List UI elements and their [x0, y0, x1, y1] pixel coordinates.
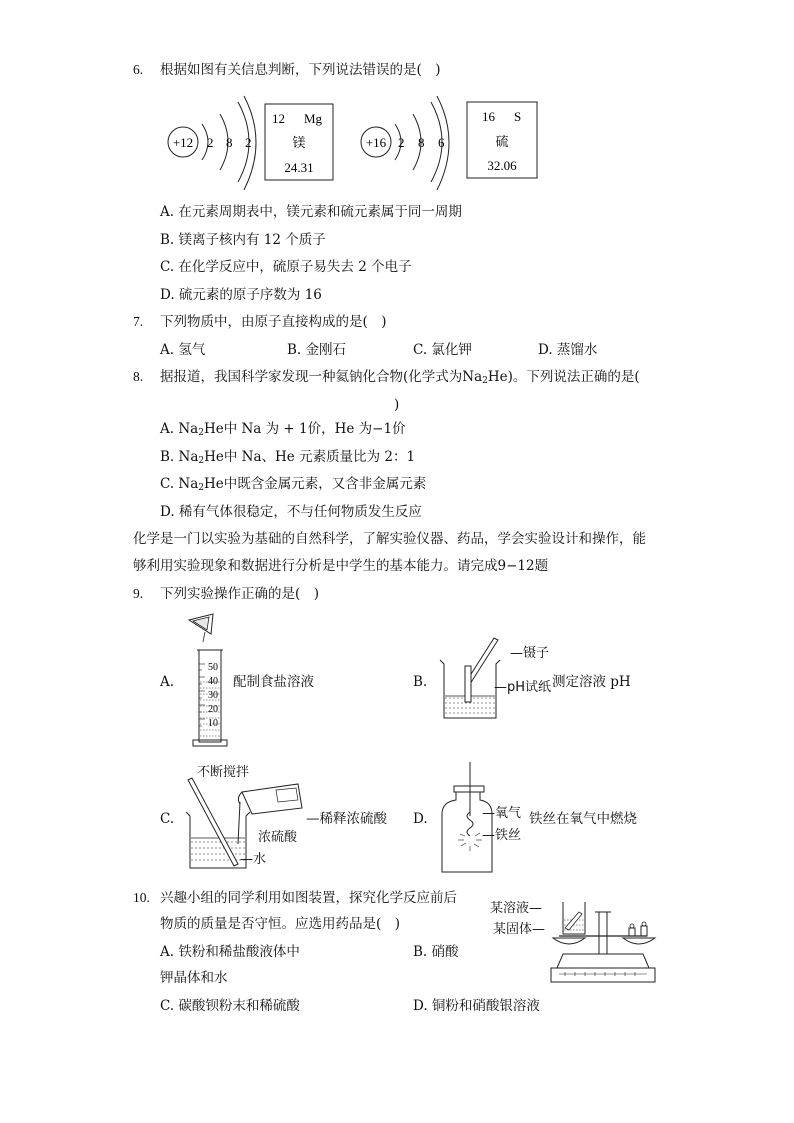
question-10-stem-line-1: 兴趣小组的同学利用如图装置，探究化学反应前后: [160, 890, 457, 906]
q9-option-a-letter[interactable]: A.: [160, 674, 175, 690]
q9-option-d-caption: 铁丝在氧气中燃烧: [529, 811, 637, 827]
q8-option-b[interactable]: B. $Na_2He$中 Na、He 元素质量比为 2：1: [160, 449, 416, 466]
q6-option-d[interactable]: D. 硫元素的原子序数为 16: [160, 287, 322, 303]
mg-atom-diagram: [168, 96, 256, 190]
question-10-number: 10.: [133, 890, 150, 905]
q9-option-b-caption: 测定溶液 pH: [552, 674, 631, 690]
q7-option-d[interactable]: D. 蒸馏水: [538, 342, 598, 358]
s-name: 硫: [495, 135, 509, 150]
mg-shell-3: 2: [245, 135, 252, 150]
question-9-stem: 下列实验操作正确的是( ): [160, 586, 320, 602]
question-8-stem: 据报道，我国科学家发现一种氦钠化合物(化学式为$Na_2He$)。下列说法正确的是(: [160, 369, 640, 386]
s-shell-3: 6: [438, 135, 445, 150]
s-nucleus-label: +16: [365, 135, 387, 150]
measuring-cylinder-figure: [183, 612, 233, 752]
question-7-number: 7.: [133, 314, 144, 329]
question-9-number: 9.: [133, 586, 144, 601]
q9-option-b-letter[interactable]: B.: [413, 674, 428, 690]
s-shell-1: 2: [398, 135, 405, 150]
q7-option-a[interactable]: A. 氢气: [160, 342, 206, 358]
q8-option-c[interactable]: C. $Na_2He$中既含金属元素，又含非金属元素: [160, 476, 427, 493]
question-10-stem-line-2: 物质的质量是否守恒。应选用药品是( ): [160, 916, 401, 932]
q7-option-b[interactable]: B. 金刚石: [287, 342, 347, 358]
cylinder-tick-30: 30: [208, 690, 218, 701]
q9-option-a-caption: 配制食盐溶液: [233, 674, 314, 690]
mg-symbol: Mg: [304, 111, 323, 126]
cylinder-tick-40: 40: [208, 676, 218, 687]
q10-option-b[interactable]: B. 硝酸: [413, 944, 459, 960]
question-7-stem: 下列物质中，由原子直接构成的是( ): [160, 314, 387, 330]
label-tweezers: —镊子: [510, 646, 550, 661]
cylinder-tick-20: 20: [208, 704, 218, 715]
q9-option-c-letter[interactable]: C.: [160, 811, 175, 827]
q10-option-b-continued: 钾晶体和水: [160, 970, 228, 986]
q6-option-c[interactable]: C. 在化学反应中，硫原子易失去 2 个电子: [160, 259, 412, 275]
s-atom-diagram: [361, 96, 449, 190]
label-concentrated-acid: 浓硫酸: [258, 830, 298, 845]
mg-shell-1: 2: [207, 135, 214, 150]
q6-option-a[interactable]: A. 在元素周期表中，镁元素和硫元素属于同一周期: [160, 204, 462, 220]
s-symbol: S: [514, 109, 522, 124]
question-8-number: 8.: [133, 369, 144, 384]
question-6-number: 6.: [133, 62, 144, 77]
q10-option-d[interactable]: D. 铜粉和硝酸银溶液: [413, 998, 540, 1014]
s-atomic-number: 16: [482, 109, 495, 124]
label-ph-paper: —pH试纸: [494, 680, 552, 695]
balance-figure: [545, 888, 660, 988]
question-8-stem-close: ): [394, 397, 400, 413]
q8-option-a[interactable]: A. $Na_2He$中 Na 为 + 1价，He 为−1价: [160, 421, 406, 438]
s-shell-2: 8: [418, 135, 425, 150]
cylinder-tick-50: 50: [208, 662, 218, 673]
q7-option-c[interactable]: C. 氯化钾: [413, 342, 472, 358]
mg-nucleus-label: +12: [172, 135, 194, 150]
mg-shell-2: 8: [226, 135, 233, 150]
label-some-solution: 某溶液—: [490, 901, 543, 916]
mg-atomic-number: 12: [272, 111, 285, 126]
question-6-stem: 根据如图有关信息判断，下列说法错误的是( ): [160, 62, 441, 78]
label-some-solid: 某固体—: [493, 922, 546, 937]
s-atomic-mass: 32.06: [487, 158, 517, 173]
q10-option-c[interactable]: C. 碳酸钡粉末和稀硫酸: [160, 998, 300, 1014]
intro-line-2: 够利用实验现象和数据进行分析是中学生的基本能力。请完成9−12题: [133, 558, 549, 574]
label-water: —水: [240, 852, 267, 867]
atom-structure-figure: [160, 90, 560, 200]
q8-option-d[interactable]: D. 稀有气体很稳定，不与任何物质发生反应: [160, 504, 422, 520]
q10-option-a[interactable]: A. 铁粉和稀盐酸液体中: [160, 944, 300, 960]
q6-option-b[interactable]: B. 镁离子核内有 12 个质子: [160, 232, 326, 248]
q9-option-d-letter[interactable]: D.: [413, 811, 428, 827]
mg-element-cell: [265, 104, 333, 180]
label-iron-wire: —铁丝: [482, 828, 522, 843]
label-dilute-acid-caption: —稀释浓硫酸: [306, 811, 387, 827]
cylinder-tick-10: 10: [208, 718, 218, 729]
mg-atomic-mass: 24.31: [284, 160, 314, 175]
label-stir: 不断搅拌: [197, 765, 250, 780]
mg-name: 镁: [292, 136, 306, 151]
s-element-cell: [467, 102, 537, 178]
intro-line-1: 化学是一门以实验为基础的自然科学，了解实验仪器、药品，学会实验设计和操作，能: [133, 531, 646, 547]
label-oxygen: —氧气: [482, 806, 522, 821]
